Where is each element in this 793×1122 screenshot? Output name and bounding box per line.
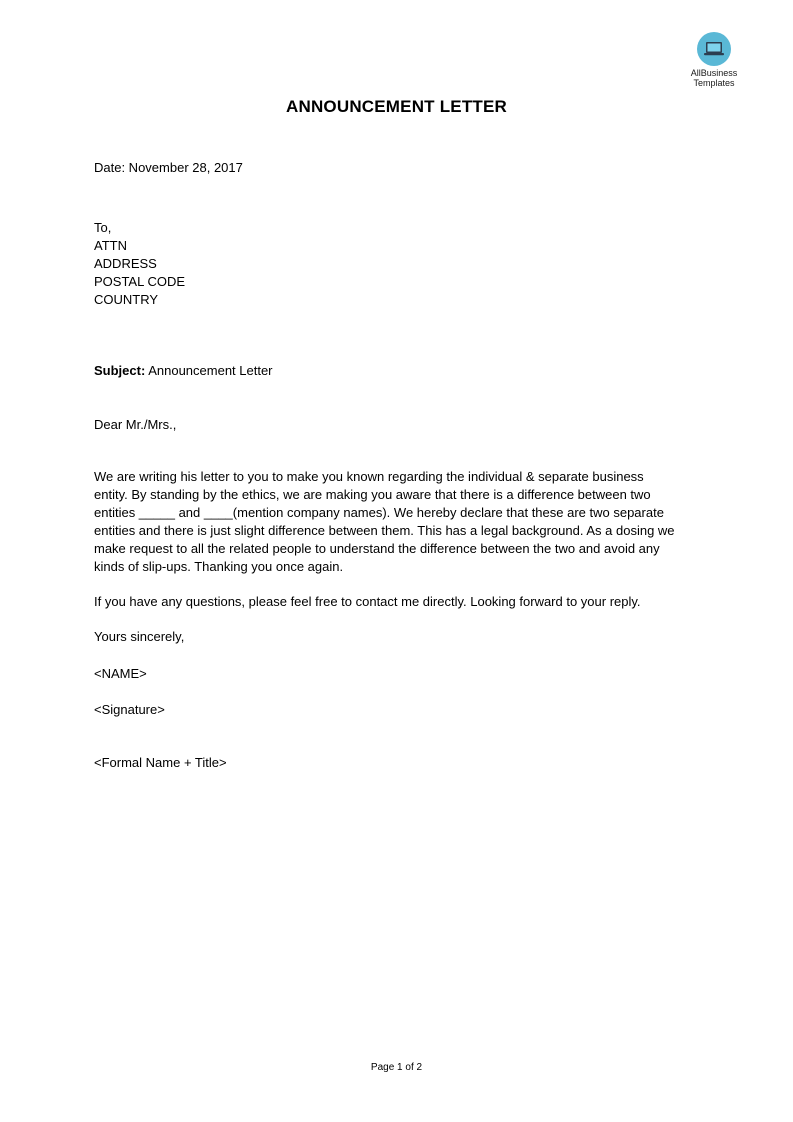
subject-label: Subject: — [94, 363, 146, 378]
paragraph-line: entities _____ and ____(mention company names). We hereby declare that these are two separate — [94, 505, 664, 520]
paragraph-line: kinds of slip-ups. Thanking you once again. — [94, 559, 344, 574]
paragraph-line: make request to all the related people to understand the difference between the two and avoid any — [94, 541, 660, 556]
brand-logo — [680, 32, 748, 88]
recipient-country: COUNTRY — [94, 292, 159, 307]
laptop-icon — [697, 32, 731, 66]
letter-date: Date: November 28, 2017 — [94, 160, 243, 175]
body-paragraph-2: If you have any questions, please feel free to contact me directly. Looking forward to your reply. — [94, 594, 641, 609]
sign-off: Yours sincerely, — [94, 629, 185, 644]
salutation: Dear Mr./Mrs., — [94, 417, 177, 432]
page-number: Page 1 of 2 — [370, 1062, 423, 1073]
recipient-attn: ATTN — [94, 238, 127, 253]
logo-text-line2: Templates — [693, 78, 735, 88]
sender-formal-name: <Formal Name + Title> — [94, 755, 227, 770]
paragraph-line: entities and there is just slight difference between them. This has a legal background. As a dosing we — [94, 523, 675, 538]
logo-text-line1: AllBusiness — [690, 68, 738, 78]
subject-value: Announcement Letter — [148, 363, 273, 378]
recipient-to: To, — [94, 220, 112, 235]
document-title: ANNOUNCEMENT LETTER — [285, 97, 507, 116]
subject-line — [94, 362, 273, 380]
paragraph-line: We are writing his letter to you to make you known regarding the individual & separate business — [94, 469, 644, 484]
recipient-postal-code: POSTAL CODE — [94, 274, 186, 289]
paragraph-line: entity. By standing by the ethics, we are making you aware that there is a difference between two — [94, 487, 651, 502]
sender-signature: <Signature> — [94, 702, 165, 717]
sender-name: <NAME> — [94, 666, 147, 681]
body-paragraph-1 — [94, 468, 704, 576]
recipient-address: ADDRESS — [94, 256, 157, 271]
